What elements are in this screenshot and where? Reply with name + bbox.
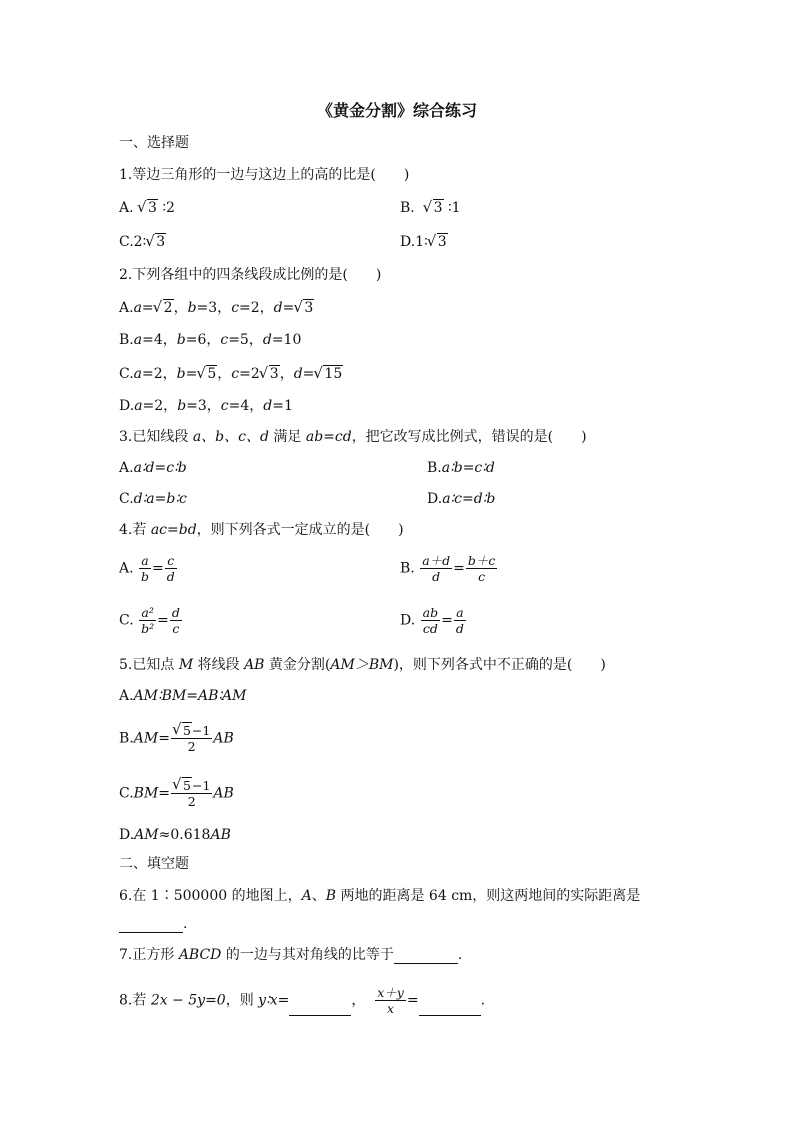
option-text: ∶2	[162, 200, 175, 216]
sqrt-symbol: √ 3	[428, 233, 448, 251]
question-1-option-a	[119, 199, 175, 217]
question-2-option-c: C.a=2，b=√ 5，c=2√ 3，d=√ 15	[119, 365, 343, 383]
question-6-answer-line[interactable]: .	[119, 915, 187, 933]
question-2-option-d: D.a=2，b=3，c=4，d=1	[119, 398, 293, 414]
sqrt-symbol: √ 3	[294, 299, 314, 317]
fraction: $\frac{d}{c}$	[171, 605, 180, 636]
sqrt-symbol: √ 2	[154, 299, 174, 317]
question-1-option-b	[400, 199, 461, 217]
question-1-stem: 1.等边三角形的一边与这边上的高的比是( )	[119, 167, 410, 183]
question-4-stem: 4.若 ac=bd，则下列各式一定成立的是( )	[119, 522, 404, 538]
answer-blank[interactable]	[419, 1001, 481, 1016]
fraction: $\frac{a+d}{d}$	[422, 553, 451, 584]
question-2-stem: 2.下列各组中的四条线段成比例的是( )	[119, 267, 382, 283]
question-3-option-d: D.a∶c=d∶b	[427, 491, 496, 507]
question-3-stem: 3.已知线段 a、b、c、d 满足 ab=cd，把它改写成比例式，错误的是( )	[119, 429, 587, 445]
fraction: $\frac{ab}{cd}$	[422, 605, 439, 636]
option-label: C.2∶	[119, 234, 147, 250]
fraction: $\frac{\text{a²}}{\text{b²}}$	[141, 605, 155, 636]
sqrt-symbol: √ 3	[138, 199, 158, 217]
question-4-option-d: D. $\frac{ab}{cd}$ = $\frac{a}{d}$	[400, 605, 464, 636]
question-3-option-b: B.a∶b=c∶d	[427, 460, 495, 476]
fraction: $\frac{a}{b}$	[141, 553, 150, 584]
question-6: 6.在 1∶500000 的地图上，A、B 两地的距离是 64 cm，则这两地间的实际距离是	[119, 888, 641, 904]
fraction: $\frac{x+y}{x}$	[377, 985, 404, 1016]
question-5-option-d: D.AM≈0.618AB	[119, 827, 231, 843]
question-7: 7.正方形 ABCD 的一边与其对角线的比等于 .	[119, 947, 463, 963]
question-4-option-b: B. $\frac{a+d}{d}$ = $\frac{b+c}{c}$	[400, 553, 496, 584]
sqrt-symbol: √ 3	[146, 233, 166, 251]
sqrt-symbol: √ 3	[260, 365, 280, 383]
answer-blank[interactable]	[394, 949, 458, 964]
question-5-stem: 5.已知点 M 将线段 AB 黄金分割(AM＞BM)，则下列各式中不正确的是( )	[119, 657, 606, 673]
question-1-option-d	[400, 233, 448, 251]
fraction: $\frac{a}{d}$	[455, 605, 464, 636]
sqrt-symbol: √ 3	[424, 199, 444, 217]
fraction: √ $\frac{5-1}{2}$	[171, 723, 212, 754]
section-heading-fill: 二、填空题	[119, 856, 189, 872]
question-2-option-b: B.a=4，b=6，c=5，d=10	[119, 332, 302, 348]
section-heading-choice: 一、选择题	[119, 135, 189, 151]
question-5-option-b: B.AM= √ $\frac{5-1}{2}$ AB	[119, 723, 234, 754]
answer-blank[interactable]	[289, 1001, 351, 1016]
page-title: 《黄金分割》综合练习	[316, 101, 477, 120]
option-label: A.	[119, 200, 134, 216]
question-8: 8.若 2x − 5y=0，则 y∶x= ， $\frac{x+y}{x}$ = .	[119, 985, 486, 1016]
question-4-option-a: A. $\frac{a}{b}$ = $\frac{c}{d}$	[119, 553, 175, 584]
option-label: D.1∶	[400, 234, 428, 250]
question-3-option-a: A.a∶d=c∶b	[119, 460, 187, 476]
option-label: B.	[400, 200, 415, 216]
question-2-option-a: A.a=√ 2，b=3，c=2，d=√ 3	[119, 299, 314, 317]
option-text: ∶1	[448, 200, 461, 216]
answer-blank[interactable]	[119, 918, 183, 933]
question-3-option-c: C.d∶a=b∶c	[119, 491, 187, 507]
sqrt-symbol: √ 15	[314, 365, 343, 383]
fraction: √ $\frac{5-1}{2}$	[171, 778, 212, 809]
question-5-option-a: A.AM∶BM=AB∶AM	[119, 688, 247, 704]
fraction: $\frac{c}{d}$	[166, 553, 175, 584]
question-5-option-c: C.BM= √ $\frac{5-1}{2}$ AB	[119, 778, 234, 809]
question-4-option-c: C. $\frac{\text{a²}}{\text{b²}}$ = $\frac{d}{c}$	[119, 605, 180, 636]
fraction: $\frac{b+c}{c}$	[467, 553, 496, 584]
sqrt-symbol: √ 5	[197, 365, 217, 383]
question-1-option-c	[119, 233, 166, 251]
